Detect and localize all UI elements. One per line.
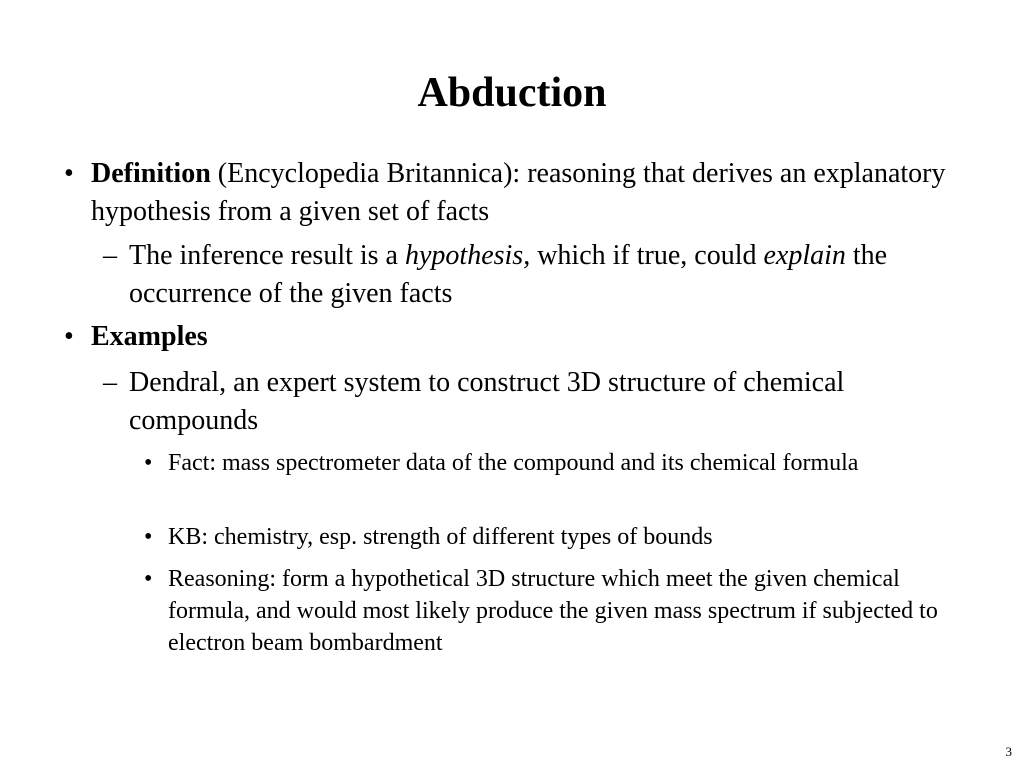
- example-item-fact: [144, 447, 938, 479]
- hypothesis-subbullet: [103, 237, 929, 313]
- hypothesis-text-1: The inference result is a: [129, 240, 405, 271]
- definition-text: (Encyclopedia Britannica): reasoning that derives an explanatory hypothesis from a given set of facts: [91, 158, 946, 227]
- definition-term: Definition: [91, 158, 211, 189]
- bullet-dot-icon: •: [144, 524, 153, 550]
- dendral-subbullet: [103, 364, 929, 440]
- page-number: 3: [1005, 744, 1012, 759]
- slide-title: Abduction: [417, 70, 607, 116]
- bullet-dot-icon: •: [144, 566, 153, 592]
- example-item-text: Reasoning: form a hypothetical 3D structure which meet the given chemical formula, and would most likely produce the given mass spectrum if subjected to electron beam bombardment: [168, 566, 938, 656]
- example-item-text: KB: chemistry, esp. strength of different types of bounds: [168, 524, 713, 550]
- hypothesis-text-3: the occurrence of the given facts: [129, 240, 888, 309]
- bullet-dot-icon: •: [144, 450, 153, 476]
- example-item-text: Fact: mass spectrometer data of the compound and its chemical formula: [168, 450, 859, 476]
- hypothesis-text-2: which if true, could: [530, 240, 764, 271]
- hypothesis-italic: hypothesis,: [404, 240, 531, 271]
- dendral-text: Dendral, an expert system to construct 3D structure of chemical compounds: [129, 367, 845, 436]
- example-item-kb: [144, 521, 938, 553]
- definition-bullet: [64, 155, 951, 231]
- bullet-dot-icon: •: [64, 321, 74, 352]
- bullet-dash-icon: –: [103, 240, 117, 271]
- bullet-dot-icon: •: [64, 158, 74, 189]
- examples-bullet: [64, 318, 951, 356]
- bullet-dash-icon: –: [103, 367, 117, 398]
- explain-italic: explain: [763, 240, 846, 271]
- examples-heading: Examples: [91, 321, 208, 352]
- example-item-reasoning: [144, 563, 938, 659]
